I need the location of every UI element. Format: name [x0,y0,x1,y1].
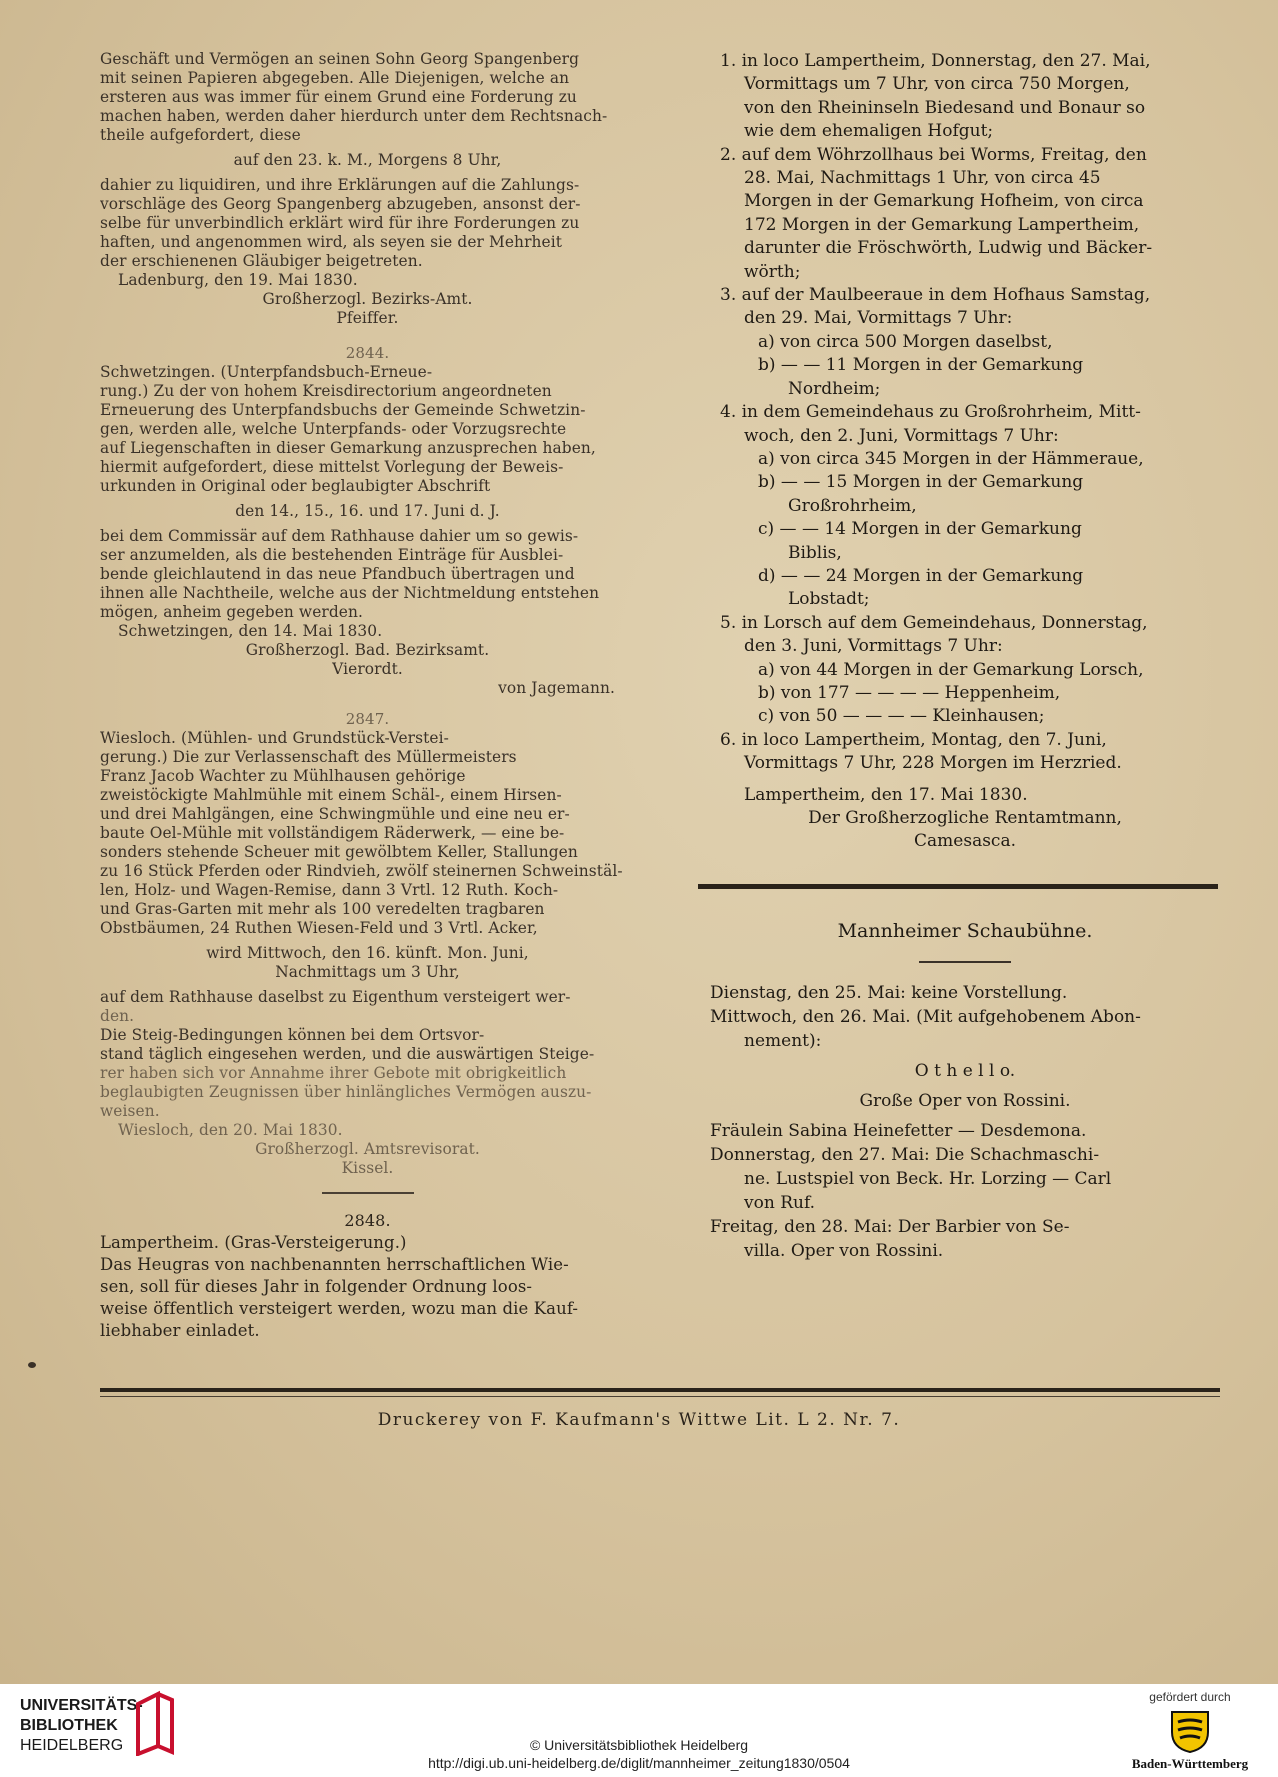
text-line: Wiesloch. (Mühlen- und Grundstück-Verstei- [100,729,449,747]
program-line: ne. Lustspiel von Beck. Hr. Lorzing — Carl [744,1168,1112,1189]
section-divider [322,1192,414,1194]
program-line: Donnerstag, den 27. Mai: Die Schachmaschi- [710,1144,1100,1165]
schedule-line: b) von 177 — — — — Heppenheim, [758,682,1061,703]
printer-imprint: Druckerey von F. Kaufmann's Wittwe Lit. L 2. Nr. 7. [377,1410,901,1430]
text-line: Lampertheim. (Gras-Versteigerung.) [100,1233,407,1252]
text-line: Erneuerung des Unterpfandsbuchs der Gemeinde Schwetzin- [100,401,586,419]
text-line: ersteren aus was immer für einem Grund eine Forderung zu [100,88,577,106]
schedule-line: Großrohrheim, [788,495,917,516]
schedule-line: a) von circa 500 Morgen daselbst, [758,331,1053,352]
coat-of-arms-icon [1168,1708,1212,1754]
schedule-line: 172 Morgen in der Gemarkung Lampertheim, [744,214,1140,235]
notice-number: 2847. [345,710,390,728]
text-line: mögen, anheim gegeben werden. [100,603,364,621]
schedule-line: Lobstadt; [788,589,870,610]
text-line: haften, und angenommen wird, als seyen sie der Mehrheit [100,233,563,251]
schedule-line: Morgen in der Gemarkung Hofheim, von circa [744,191,1144,212]
office-name: Großherzogl. Amtsrevisorat. [255,1140,480,1158]
schedule-line: den 29. Mai, Vormittags 7 Uhr: [744,308,1013,329]
program-line: nement): [744,1030,822,1051]
schedule-line: c) — — 14 Morgen in der Gemarkung [758,519,1082,540]
source-url[interactable]: http://digi.ub.uni-heidelberg.de/diglit/mannheimer_zeitung1830/0504 [428,1755,850,1771]
schedule-line: woch, den 2. Juni, Vormittags 7 Uhr: [744,425,1059,446]
library-name-line: HEIDELBERG [20,1737,124,1754]
text-line: gen, werden alle, welche Unterpfands- oder Vorzugsrechte [100,420,567,438]
text-line: liebhaber einladet. [100,1321,260,1340]
schedule-line: d) — — 24 Morgen in der Gemarkung [758,565,1084,586]
date-line: den 14., 15., 16. und 17. Juni d. J. [235,502,500,520]
notice-2844 [100,344,635,698]
text-line: machen haben, werden daher hierdurch unter dem Rechtsnach- [100,107,608,125]
text-line: baute Oel-Mühle mit vollständigem Räderwerk, — eine be- [100,824,565,842]
text-line: hiermit aufgefordert, diese mittelst Vorlegung der Beweis- [100,458,564,476]
program-line: villa. Oper von Rossini. [744,1240,944,1261]
place-date: Wiesloch, den 20. Mai 1830. [118,1121,343,1139]
theatre-heading: Mannheimer Schaubühne. [837,919,1093,942]
schedule-line: darunter die Fröschwörth, Ludwig und Bäcker- [744,238,1153,259]
text-line: der erschienenen Gläubiger beigetreten. [100,252,423,270]
signer-name: von Jagemann. [498,679,615,697]
program-line: von Ruf. [744,1192,816,1213]
program-line: O t h e l l o. [914,1060,1016,1081]
schedule-line: 28. Mai, Nachmittags 1 Uhr, von circa 45 [744,168,1101,189]
text-line: bei dem Commissär auf dem Rathhause dahier um so gewis- [100,527,579,545]
notice-number: 2844. [345,344,390,362]
sponsor-label: gefördert durch [1149,1690,1231,1704]
schedule-line: 2. auf dem Wöhrzollhaus bei Worms, Freitag, den [720,144,1147,165]
text-line: len, Holz- und Wagen-Remise, dann 3 Vrtl. 12 Ruth. Koch- [100,881,559,899]
schedule-line: Nordheim; [788,378,881,399]
copyright-text: © Universitätsbibliothek Heidelberg [529,1737,749,1753]
schedule-line: 6. in loco Lampertheim, Montag, den 7. Juni, [720,729,1107,750]
schedule-line: c) von 50 — — — — Kleinhausen; [758,706,1045,727]
schedule-line: wie dem ehemaligen Hofgut; [744,121,994,142]
intro-notice [100,50,635,328]
text-line: rer haben sich vor Annahme ihrer Gebote mit obrigkeitlich [100,1064,567,1082]
schedule-line: wörth; [744,261,801,282]
signer-name: Vierordt. [332,660,403,678]
text-line: selbe für unverbindlich erklärt wird für ihre Forderungen zu [100,214,580,232]
notice-2848 [100,1210,635,1342]
text-line: den. [100,1007,135,1025]
program-line: Freitag, den 28. Mai: Der Barbier von Se- [710,1216,1070,1237]
signer-name: Kissel. [341,1159,394,1177]
schedule-line: a) von circa 345 Morgen in der Hämmeraue, [758,448,1144,469]
date-line: Nachmittags um 3 Uhr, [275,963,460,981]
copyright-notice [0,1736,1278,1772]
text-line: Obstbäumen, 24 Ruthen Wiesen-Feld und 3 Vrtl. Acker, [100,919,538,937]
program-line: Fräulein Sabina Heinefetter — Desdemona. [710,1120,1087,1141]
text-line: weisen. [100,1102,160,1120]
text-line: Geschäft und Vermögen an seinen Sohn Georg Spangenberg [100,50,580,68]
text-line: auf Liegenschaften in dieser Gemarkung anzusprechen haben, [100,439,596,457]
text-line: Das Heugras von nachbenannten herrschaftlichen Wie- [100,1255,569,1274]
text-line: theile aufgefordert, diese [100,126,301,144]
text-line: ihnen alle Nachtheile, welche aus der Nichtmeldung entstehen [100,584,600,602]
place-date: Lampertheim, den 17. Mai 1830. [744,784,1028,805]
schedule-line: von den Rheininseln Biedesand und Bonaur so [744,97,1146,118]
schedule-line: a) von 44 Morgen in der Gemarkung Lorsch, [758,659,1144,680]
auction-schedule [710,50,1220,776]
text-line: und Gras-Garten mit mehr als 100 veredelten tragbaren [100,900,545,918]
text-line: stand täglich eingesehen werden, und die auswärtigen Steige- [100,1045,595,1063]
text-line: urkunden in Original oder beglaubigter Abschrift [100,477,491,495]
notice-number: 2848. [344,1211,391,1230]
text-line: beglaubigten Zeugnissen über hinlängliches Vermögen auszu- [100,1083,592,1101]
signer-name: Camesasca. [914,831,1016,852]
text-line: rung.) Zu der von hohem Kreisdirectorium angeordneten [100,382,552,400]
text-line: Schwetzingen. (Unterpfandsbuch-Erneue- [100,363,433,381]
text-line: dahier zu liquidiren, und ihre Erklärungen auf die Zahlungs- [100,176,580,194]
schedule-line: Vormittags 7 Uhr, 228 Morgen im Herzried. [744,753,1122,774]
program-line: Mittwoch, den 26. Mai. (Mit aufgehobenem Abon- [710,1006,1141,1027]
office-name: Großherzogl. Bezirks-Amt. [262,290,473,308]
schedule-line: den 3. Juni, Vormittags 7 Uhr: [744,636,1003,657]
schedule-line: Biblis, [788,542,842,563]
text-line: vorschläge des Georg Spangenberg abzugeben, ansonst der- [100,195,581,213]
place-date: Ladenburg, den 19. Mai 1830. [118,271,358,289]
text-line: und drei Mahlgängen, eine Schwingmühle und eine neu er- [100,805,570,823]
date-line: wird Mittwoch, den 16. künft. Mon. Juni, [206,944,529,962]
text-line: Die Steig-Bedingungen können bei dem Ortsvor- [100,1026,485,1044]
text-line: mit seinen Papieren abgegeben. Alle Diejenigen, welche an [100,69,570,87]
text-line: ser anzumelden, als die bestehenden Einträge für Ausblei- [100,546,564,564]
program-line: Große Oper von Rossini. [859,1090,1071,1111]
theatre-program [710,981,1220,1263]
section-rule [698,884,1218,889]
sponsor-name: Baden-Württemberg [1131,1756,1249,1771]
office-name: Großherzogl. Bad. Bezirksamt. [245,641,490,659]
schedule-line: b) — — 11 Morgen in der Gemarkung [758,355,1084,376]
left-column [100,50,635,1342]
schedule-line: b) — — 15 Morgen in der Gemarkung [758,472,1084,493]
text-line: auf dem Rathhause daselbst zu Eigenthum versteigert wer- [100,988,571,1006]
place-date: Schwetzingen, den 14. Mai 1830. [118,622,383,640]
text-line: zu 16 Stück Pferden oder Rindvieh, zwölf steinernen Schweinstäl- [100,862,623,880]
date-line: auf den 23. k. M., Morgens 8 Uhr, [233,151,502,169]
text-line: Franz Jacob Wachter zu Mühlhausen gehörige [100,767,466,785]
text-line: weise öffentlich versteigert werden, wozu man die Kauf- [100,1299,579,1318]
heading-divider [919,961,1011,963]
text-line: zweistöckigte Mahlmühle mit einem Schäl-, einem Hirsen- [100,786,562,804]
sponsor-block [1110,1690,1270,1772]
ink-blot [28,1362,36,1368]
office-name: Der Großherzogliche Rentamtmann, [808,808,1122,828]
right-column [710,50,1220,1263]
text-line: sonders stehende Scheuer mit gewölbtem Keller, Stallungen [100,843,578,861]
signer-name: Pfeiffer. [336,309,399,327]
schedule-line: 3. auf der Maulbeeraue in dem Hofhaus Samstag, [720,285,1151,306]
text-line: gerung.) Die zur Verlassenschaft des Müllermeisters [100,748,517,766]
schedule-line: Vormittags um 7 Uhr, von circa 750 Morgen, [744,74,1130,95]
text-line: sen, soll für dieses Jahr in folgender Ordnung loos- [100,1277,533,1296]
schedule-line: 4. in dem Gemeindehaus zu Großrohrheim, Mitt- [720,402,1141,423]
digitization-footer [0,1684,1278,1777]
library-name-line: UNIVERSITÄTS- [20,1697,143,1714]
program-line: Dienstag, den 25. Mai: keine Vorstellung. [710,982,1068,1003]
text-line: bende gleichlautend in das neue Pfandbuch übertragen und [100,565,575,583]
schedule-line: 5. in Lorsch auf dem Gemeindehaus, Donnerstag, [720,612,1148,633]
library-name-line: BIBLIOTHEK [20,1717,118,1734]
notice-2847 [100,710,635,1178]
schedule-line: 1. in loco Lampertheim, Donnerstag, den 27. Mai, [720,51,1151,71]
